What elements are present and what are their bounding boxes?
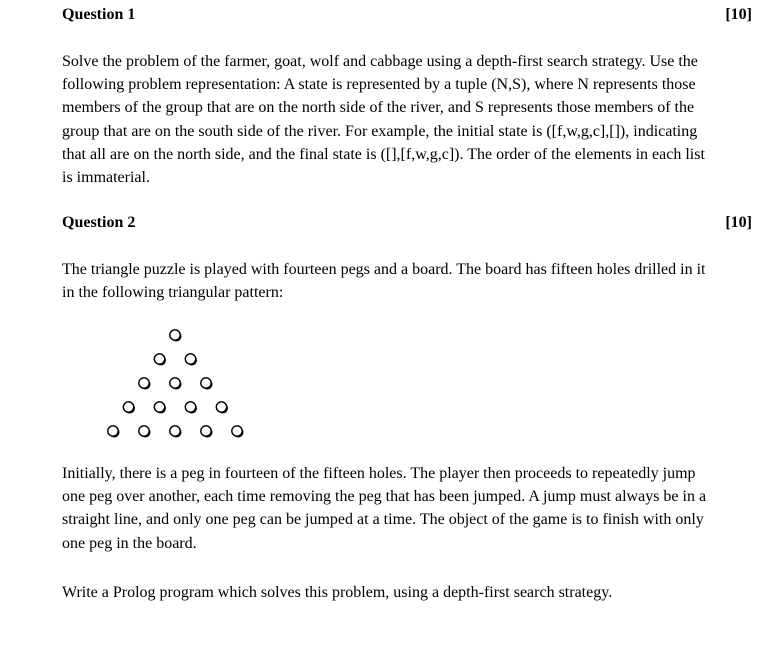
question-1-header <box>62 5 752 25</box>
hole-icon <box>201 378 213 390</box>
hole-icon <box>123 402 135 414</box>
hole-icon <box>154 402 166 414</box>
hole-icon <box>139 426 151 438</box>
question-2-rules-line: one peg over another, each time removing the peg that has been jumped. A jump must always be in a <box>62 488 707 506</box>
question-1-line: that all are on the north side, and the final state is ([],[f,w,g,c]). The order of the elements in each list <box>62 145 705 163</box>
question-2-header <box>62 213 752 233</box>
question-2-rules-line: straight line, and only one peg can be jumped at a time. The object of the game is to finish with only <box>62 511 704 529</box>
hole-icon <box>216 402 228 414</box>
question-1-line: members of the group that are on the north side of the river, and S represents those members of the <box>62 99 695 117</box>
question-1-body <box>62 50 752 189</box>
question-2-title: Question 2 <box>62 214 136 231</box>
question-2-rules-line: one peg in the board. <box>62 534 197 552</box>
question-1-line: is immaterial. <box>62 169 150 187</box>
hole-icon <box>108 426 120 438</box>
question-1-line: Solve the problem of the farmer, goat, wolf and cabbage using a depth-first search strategy. Use the <box>62 53 698 70</box>
question-1-line: group that are on the south side of the river. For example, the initial state is ([f,w,g,c],[]), indicating <box>62 122 698 140</box>
question-2-intro-line: The triangle puzzle is played with fourteen pegs and a board. The board has fifteen holes drilled in it <box>62 261 706 278</box>
question-1-line: following problem representation: A state is represented by a tuple (N,S), where N represents those <box>62 76 696 94</box>
question-1-marks: [10] <box>725 6 752 23</box>
hole-icon <box>185 402 197 414</box>
hole-icon <box>201 426 213 438</box>
question-2-rules <box>62 462 752 555</box>
hole-icon <box>185 354 197 366</box>
question-2-intro-line: in the following triangular pattern: <box>62 284 284 302</box>
question-1-title: Question 1 <box>62 6 136 23</box>
hole-icon <box>154 354 166 366</box>
hole-icon <box>139 378 151 390</box>
hole-icon <box>232 426 244 438</box>
hole-icon <box>170 378 182 390</box>
hole-icon <box>170 426 182 438</box>
triangle-board <box>110 322 260 442</box>
question-2-marks: [10] <box>725 214 752 231</box>
hole-icon <box>170 330 182 342</box>
question-2-rules-line: Initially, there is a peg in fourteen of the fifteen holes. The player then proceeds to repeatedly jump <box>62 465 696 482</box>
question-2-task-line: Write a Prolog program which solves this problem, using a depth-first search strategy. <box>62 584 613 601</box>
question-2-intro <box>62 258 752 304</box>
question-2-task <box>62 581 752 604</box>
